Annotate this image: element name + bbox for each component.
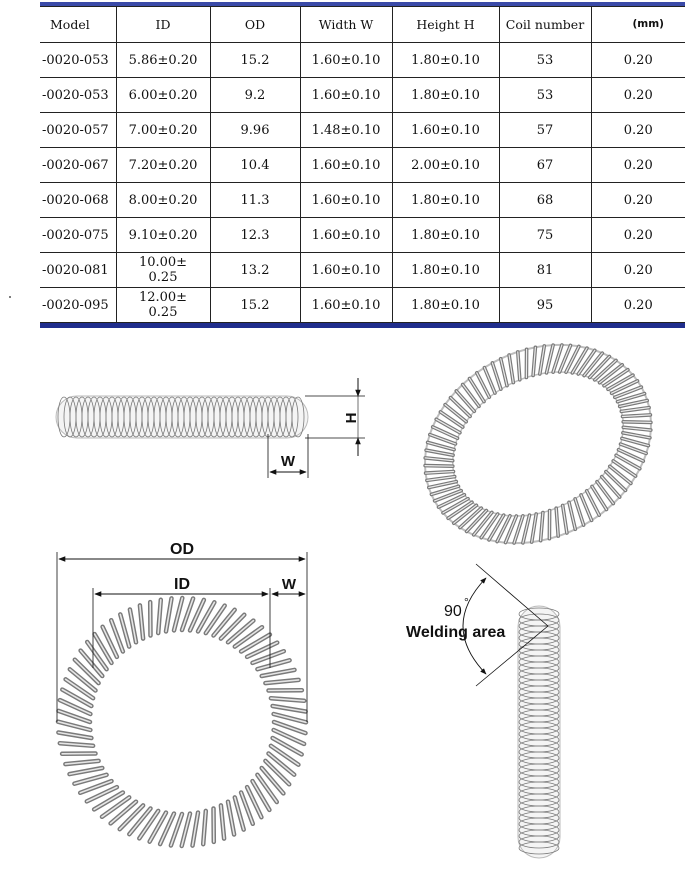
cell-model: -0020-095 [40,288,116,323]
perspective-outer-edge [390,330,686,582]
cell-wire-mm: 0.20 [591,148,685,183]
cell-wire-mm: 0.20 [591,183,685,218]
header-coil-number: Coil number [499,7,591,43]
cell-id: 9.10±0.20 [116,218,210,253]
cell-height: 2.00±0.10 [392,148,499,183]
table-row [40,183,685,218]
table-row [40,218,685,253]
cell-coil-number: 53 [499,43,591,78]
coil-turn [262,768,284,793]
coil-turn [221,615,244,639]
cell-width: 1.60±0.10 [300,218,392,253]
table-bottom-rule [40,323,685,328]
cell-coil-number: 75 [499,218,591,253]
cell-od: 15.2 [210,43,300,78]
table-row [40,78,685,113]
table-body [40,43,685,323]
coil-turn [274,714,306,722]
header-width: Width W [300,7,392,43]
side-view-drawing [56,378,365,478]
cell-model: -0020-067 [40,148,116,183]
cell-coil-number: 95 [499,288,591,323]
spec-table [40,6,685,323]
header-model: Model [40,7,116,43]
cell-wire-mm: 0.20 [591,253,685,288]
coil-turn [501,359,507,386]
cell-height: 1.80±0.10 [392,183,499,218]
cell-width: 1.60±0.10 [300,253,392,288]
header-od: OD [210,7,300,43]
coil-turn [569,502,575,529]
cell-model: -0020-057 [40,113,116,148]
degree-symbol: ° [464,595,469,609]
cell-wire-mm: 0.20 [591,218,685,253]
cell-od: 15.2 [210,288,300,323]
coil-turn [265,761,289,784]
cell-coil-number: 67 [499,148,591,183]
header-height: Height H [392,7,499,43]
welding-area-label: Welding area [406,624,506,641]
cell-height: 1.80±0.10 [392,78,499,113]
cell-od: 10.4 [210,148,300,183]
cell-id: 8.00±0.20 [116,183,210,218]
height-label: H [343,412,360,424]
coil-turn [111,802,136,824]
width-label-side: W [280,453,296,470]
cell-od: 9.96 [210,113,300,148]
cell-id: 6.00±0.20 [116,78,210,113]
cell-coil-number: 81 [499,253,591,288]
cell-id: 12.00± 0.25 [116,288,210,323]
perspective-view-drawing [390,330,686,582]
od-label: OD [170,541,194,558]
cell-height: 1.60±0.10 [392,113,499,148]
cell-model: -0020-075 [40,218,116,253]
cell-model: -0020-053 [40,78,116,113]
cell-wire-mm: 0.20 [591,288,685,323]
cell-model: -0020-068 [40,183,116,218]
table-row [40,288,685,323]
coil-turn [547,345,554,373]
cell-wire-mm: 0.20 [591,43,685,78]
cell-id: 5.86±0.20 [116,43,210,78]
header-wire-mm: (mm) [591,7,685,43]
id-label: ID [174,576,190,593]
angle-line-upper [476,564,548,626]
cell-model: -0020-081 [40,253,116,288]
front-view-coils [58,598,306,846]
coil-turn [425,466,453,467]
cell-od: 9.2 [210,78,300,113]
cell-id: 7.00±0.20 [116,113,210,148]
table-row [40,113,685,148]
cell-width: 1.60±0.10 [300,288,392,323]
cell-width: 1.60±0.10 [300,78,392,113]
coil-turn [174,598,182,630]
coil-turn [523,515,530,543]
table-row [40,253,685,288]
cell-coil-number: 68 [499,183,591,218]
coil-turn [228,621,253,643]
cell-height: 1.80±0.10 [392,288,499,323]
cell-width: 1.60±0.10 [300,43,392,78]
cell-width: 1.48±0.10 [300,113,392,148]
cell-model: -0020-053 [40,43,116,78]
front-view-drawing [57,541,307,846]
table-row [40,43,685,78]
header-id: ID [116,7,210,43]
cell-coil-number: 57 [499,113,591,148]
coil-turn [58,722,90,730]
coil-turn [182,814,190,846]
cell-od: 11.3 [210,183,300,218]
width-label-front: W [281,576,297,593]
cell-wire-mm: 0.20 [591,113,685,148]
cell-height: 1.80±0.10 [392,253,499,288]
table-row [40,148,685,183]
table-header-row [40,7,685,43]
spec-table-container [40,2,685,328]
cell-coil-number: 53 [499,78,591,113]
spring-drawings [0,330,694,882]
cell-width: 1.60±0.10 [300,183,392,218]
cell-width: 1.60±0.10 [300,148,392,183]
coil-turn [120,805,143,829]
welding-view-drawing [406,564,560,858]
coil-turn [81,651,103,676]
angle-label: 90 [444,603,462,620]
coil-turn [623,422,651,423]
coil-turn [75,660,99,683]
cell-height: 1.80±0.10 [392,218,499,253]
cell-id: 10.00± 0.25 [116,253,210,288]
perspective-inner-edge [428,343,649,544]
stray-mark [9,296,11,298]
cell-od: 13.2 [210,253,300,288]
cell-height: 1.80±0.10 [392,43,499,78]
cell-od: 12.3 [210,218,300,253]
cell-id: 7.20±0.20 [116,148,210,183]
cell-wire-mm: 0.20 [591,78,685,113]
